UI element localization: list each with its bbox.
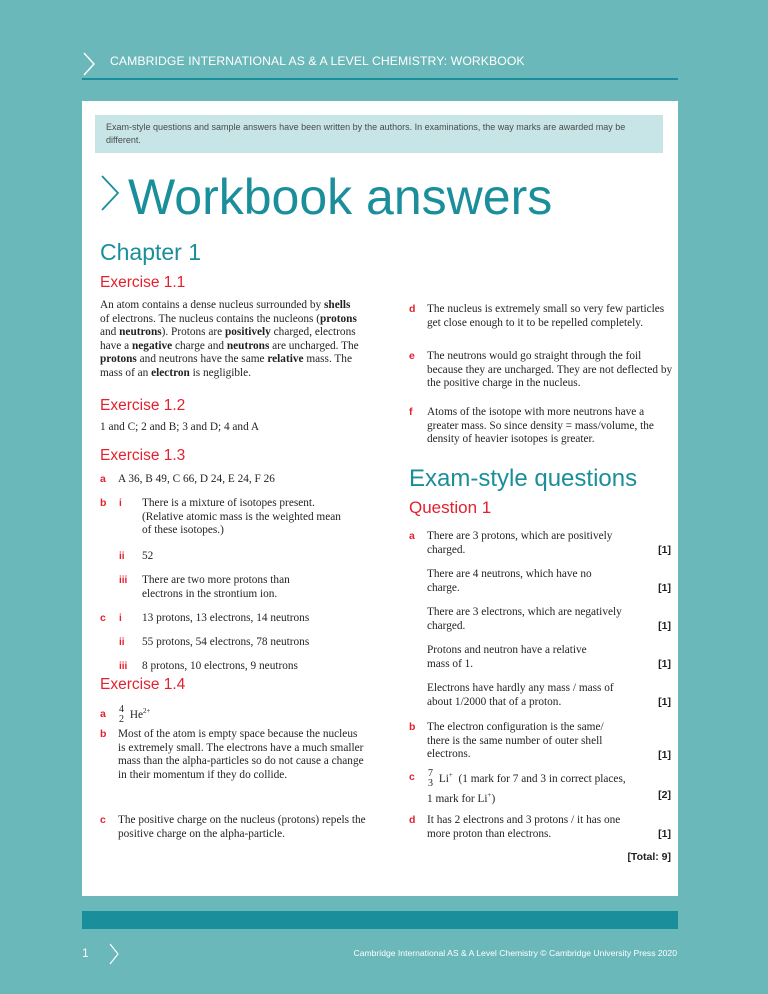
marks: [2]: [658, 789, 671, 801]
marks: [1]: [658, 696, 671, 708]
book-title: CAMBRIDGE INTERNATIONAL AS & A LEVEL CHEMISTRY: WORKBOOK: [110, 54, 525, 68]
question-1-a-line-2: There are 4 neutrons, which have no charge. [1]: [427, 568, 671, 594]
question-1-b: b The electron configuration is the same/ there is the same number of outer shell electrons. [1]: [409, 721, 671, 761]
exercise-1-3-heading: Exercise 1.3: [100, 447, 186, 464]
exercise-1-4-heading: Exercise 1.4: [100, 676, 186, 693]
header-rule: [82, 78, 678, 80]
chevron-right-icon: [82, 52, 96, 76]
page-title: [100, 169, 552, 225]
total-marks: [Total: 9]: [627, 851, 671, 863]
exam-style-questions-heading: Exam-style questions: [409, 465, 638, 492]
exercise-1-2-heading: Exercise 1.2: [100, 397, 186, 414]
exercise-1-2-text: 1 and C; 2 and B; 3 and D; 4 and A: [100, 421, 260, 433]
question-1-total: [409, 851, 671, 865]
exercise-1-1-heading: Exercise 1.1: [100, 274, 186, 291]
question-1-a-line-3: There are 3 electrons, which are negatively charged. [1]: [427, 606, 671, 632]
page-number: 1: [82, 946, 89, 960]
marks: [1]: [658, 749, 671, 761]
marks: [1]: [658, 828, 671, 840]
question-1-a-line-4: Protons and neutron have a relative mass of 1. [1]: [427, 644, 671, 670]
marks: [1]: [658, 658, 671, 670]
question-1-heading: Question 1: [409, 498, 492, 517]
marks: [1]: [658, 620, 671, 632]
lithium-nuclide-notation: 7 3: [428, 768, 433, 790]
question-1-c: c 7 3 Li+ (1 mark for 7 and 3 in correct places, 1 mark for Li+) [2]: [409, 768, 671, 805]
exercise-1-4-a: a 4 2 $He^{2+}$: [100, 704, 151, 726]
disclaimer-box: Exam-style questions and sample answers have been written by the authors. In examinations, the way marks are awarded may be different.: [95, 115, 663, 153]
helium-nuclide-notation: 4 2 $He^{2+}$: [119, 704, 151, 726]
copyright-notice: Cambridge International AS & A Level Chemistry © Cambridge University Press 2020: [353, 948, 677, 958]
chevron-right-icon: [100, 174, 120, 212]
marks: [1]: [658, 544, 671, 556]
exercise-1-1-text: An atom contains a dense nucleus surrounded by shells of electrons. The nucleus contains the nucleons (protons and neutrons). Protons are positively charged, electrons have a negative charge and neutrons are uncharged. The protons and neutrons have the same relative mass. The mass of an electron is negligible.: [100, 299, 359, 379]
chevron-right-icon: [108, 943, 120, 965]
page-content: Exam-style questions and sample answers have been written by the authors. In examinations, the way marks are awarded may be different. Workbook answers Chapter 1 Exercise 1.1 An atom contains a dense nucleus surrounded by shells of electrons. The nucleus contains the nucleons (protons and neutrons). Protons are positively charged, electrons have a negative charge and neutrons are uncharged. The protons and neutrons have the same relative mass. The mass of an electron is negligible. Exercise 1.2 1 and C; 2 and B; 3 and D; 4 and A Exercise 1.3 a A 36, B 49, C 66, D 24, E 24, F 26 b i There is a mixture of isotopes present. (Relative atomic mass is the weighted mean of these isotopes.) ii 52 iii There are two more protons than electrons in the strontium ion. c i 13 protons, 13 electrons, 14 neutrons ii 55 protons, 54 electrons, 78 neutrons iii 8 protons, 10 electrons, 9 neutrons Exercise 1.4 a 4 2 $He^{2+}$ b Most of the atom is empty space because the nucleus is extremely small. The electrons have a much smaller mass than the alpha-particles so do not cause a change in their momentum if they do collide. c The positive charge on the nucleus (protons) repels the positive charge on the alpha-particle. d The nucleus is extremely small so very few particles get close enough to it to be repelled completely. e The neutrons would go straight through the foil because they are uncharged. They are not deflected by the positive charge in the nucleus. f Atoms of the isotope with more neutrons have a greater mass. So since density = mass/volume, the density of heavier isotopes is greater. Exam-style questions Question 1 a There are 3 protons, which are positively charged. [1] There are 4 neutrons, which have no charge. [1] There are 3 electrons, which are negatively charged. [1] Protons and neutron have a relative mass of 1. [1] Electrons have hardly any mass / mass of about 1/2000 that of a proton. [1] b The electron configuration is the same/ there is the same number of outer shell electrons. [1] c 7 3 Li+ (1 mark for 7 and 3 in correct places, 1 mark for Li+) [2] d It has 2 electrons and 3 protons / it has one more proton than electrons. [1] [Total: 9]: [82, 101, 678, 896]
question-1-a-line-5: Electrons have hardly any mass / mass of about 1/2000 that of a proton. [1]: [427, 682, 671, 708]
footer-bar: [82, 911, 678, 929]
question-1-d: d It has 2 electrons and 3 protons / it has one more proton than electrons. [1]: [409, 814, 671, 840]
marks: [1]: [658, 582, 671, 594]
chapter-heading: Chapter 1: [100, 239, 202, 265]
question-1-a-line-1: a There are 3 protons, which are positively charged. [1]: [409, 530, 671, 556]
page-title-text: Workbook answers: [128, 169, 553, 225]
